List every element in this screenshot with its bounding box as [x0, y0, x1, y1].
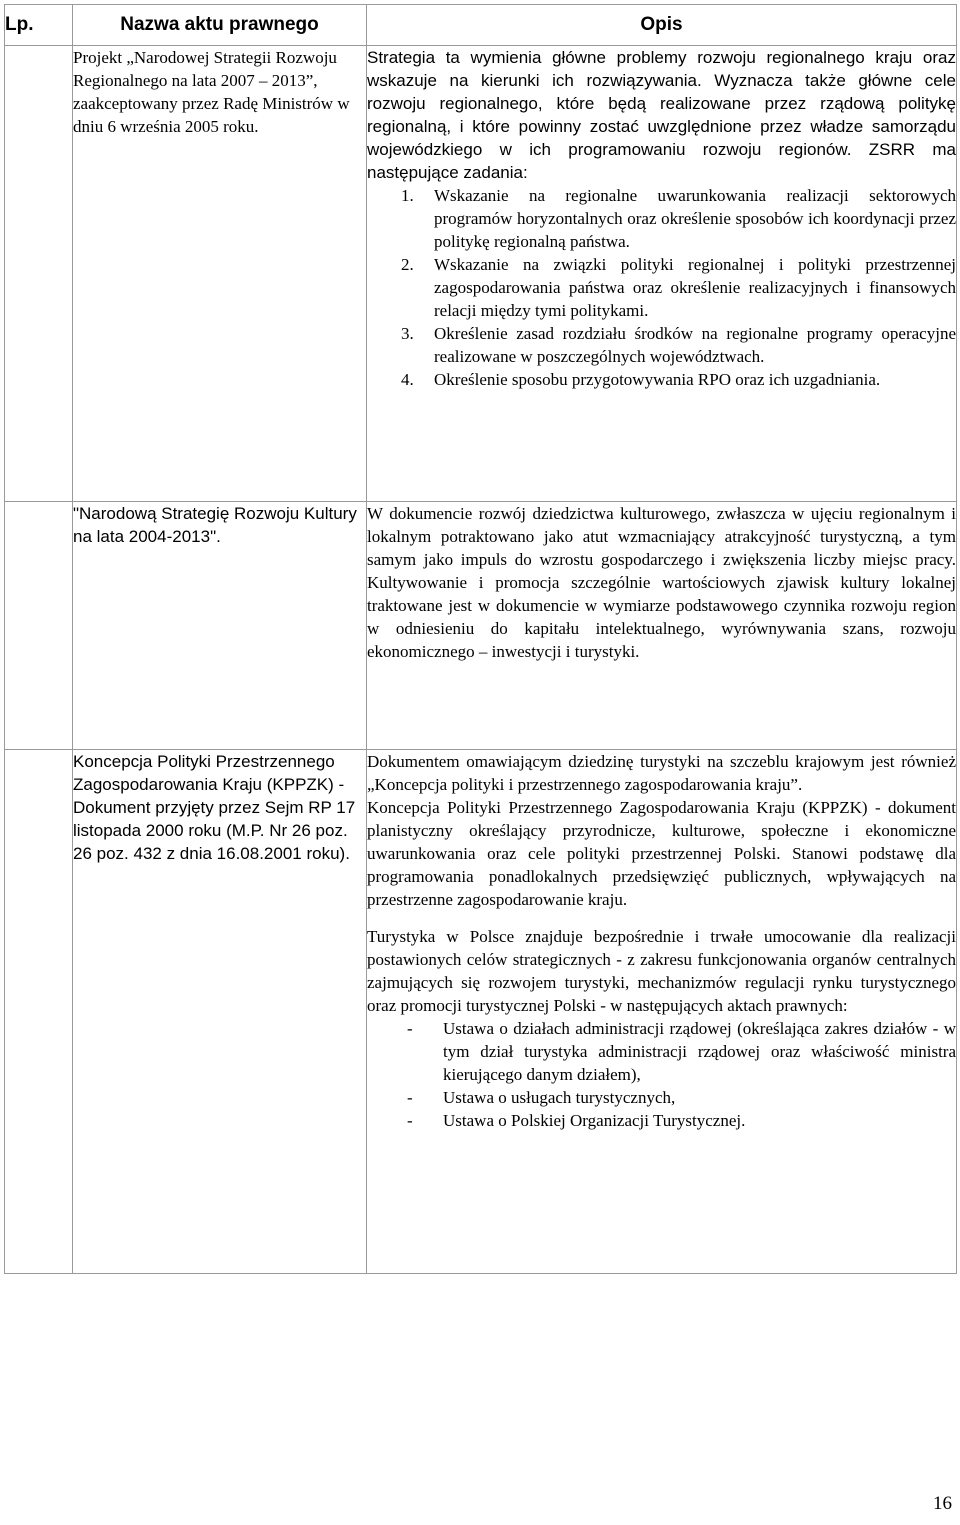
table-row — [5, 46, 957, 502]
description-text: W dokumencie rozwój dziedzictwa kulturowego, zwłaszcza w ujęciu regionalnym i lokalnym potraktowano jako atut wzmacniający atrakcyjność turystyczną, a tym samym jako impuls do wzrostu gospodarczego i zwiększenia liczby miejsc pracy. Kultywowanie i promocja szczególnie wartościowych zjawisk kultury lokalnej traktowane jest w dokumencie w wymiarze podstawowego czynnika rozwoju region w odniesieniu do kapitału intelektualnego, wyrównywania szans, rozwoju ekonomicznego – inwestycji i turystyki. — [367, 504, 956, 661]
list-item: - Ustawa o działach administracji rządowej (określająca zakres działów - w tym dział turystyka administracji rządowej oraz właściwość ministra kierującego danym działem), — [407, 1019, 956, 1084]
description-text: Turystyka w Polsce znajduje bezpośrednie i trwałe umocowanie dla realizacji postawionych celów strategicznych - z zakresu funkcjonowania organów centralnych zajmujących się rozwojem turystyki, mechanizmów regulacji rynku turystycznego oraz promocji turystycznej Polski - w następujących aktach prawnych: — [367, 927, 956, 1015]
list-item: - Ustawa o Polskiej Organizacji Turystycznej. — [407, 1111, 746, 1130]
cell-lp — [5, 46, 73, 502]
header-lp: Lp. — [5, 5, 73, 46]
legal-acts-table — [4, 4, 957, 1274]
act-name: "Narodową Strategię Rozwoju Kultury na lata 2004-2013". — [73, 502, 367, 750]
act-description — [367, 750, 957, 1274]
acts-list — [367, 1017, 956, 1132]
act-name: Koncepcja Polityki Przestrzennego Zagospodarowania Kraju (KPPZK) - Dokument przyjęty przez Sejm RP 17 listopada 2000 roku (M.P. Nr 26 poz. 26 poz. 432 z dnia 16.08.2001 roku). — [73, 750, 367, 1274]
task-list — [367, 184, 956, 391]
list-item: 4. Określenie sposobu przygotowywania RPO oraz ich uzgadniania. — [401, 370, 881, 389]
table-row — [5, 750, 957, 1274]
cell-lp — [5, 502, 73, 750]
act-description — [367, 502, 957, 750]
table-row — [5, 502, 957, 750]
list-item: 3. Określenie zasad rozdziału środków na regionalne programy operacyjne realizowane w poszczególnych województwach. — [401, 324, 956, 366]
description-text: Dokumentem omawiającym dziedzinę turystyki na szczeblu krajowym jest również „Koncepcja polityki i przestrzennego zagospodarowania kraju”. — [367, 752, 956, 794]
page-number: 16 — [933, 1493, 952, 1514]
act-description — [367, 46, 957, 502]
act-name: Projekt „Narodowej Strategii Rozwoju Regionalnego na lata 2007 – 2013”, zaakceptowany przez Radę Ministrów w dniu 6 września 2005 roku. — [73, 46, 367, 502]
header-desc: Opis — [367, 5, 957, 46]
table-header-row — [5, 5, 957, 46]
description-intro: Strategia ta wymienia główne problemy rozwoju regionalnego kraju oraz wskazuje na kierunki ich rozwiązywania. Wyznacza także główne cele rozwoju regionalnego, które będą realizowane przez rządową politykę regionalną, i które powinny zostać uwzględnione przez władze samorządu wojewódzkiego w ich programowaniu rozwoju regionów. ZSRR ma następujące zadania: — [367, 48, 956, 182]
list-item: - Ustawa o usługach turystycznych, — [407, 1088, 676, 1107]
description-text: Koncepcja Polityki Przestrzennego Zagospodarowania Kraju (KPPZK) - dokument planistyczny określający przyrodnicze, kulturowe, społeczne i ekonomiczne uwarunkowania oraz cele polityki przestrzennej Polski. Stanowi podstawę dla programowania ponadlokalnych przedsięwzięć publicznych, wpływających na przestrzenne zagospodarowanie kraju. — [367, 798, 956, 909]
cell-lp — [5, 750, 73, 1274]
list-item: 2. Wskazanie na związki polityki regionalnej i polityki przestrzennej zagospodarowania państwa oraz określenie realizacyjnych i finansowych relacji między tymi politykami. — [401, 255, 956, 320]
header-name: Nazwa aktu prawnego — [73, 5, 367, 46]
list-item: 1. Wskazanie na regionalne uwarunkowania realizacji sektorowych programów horyzontalnych oraz określenie sposobów ich koordynacji przez politykę regionalną państwa. — [401, 186, 956, 251]
